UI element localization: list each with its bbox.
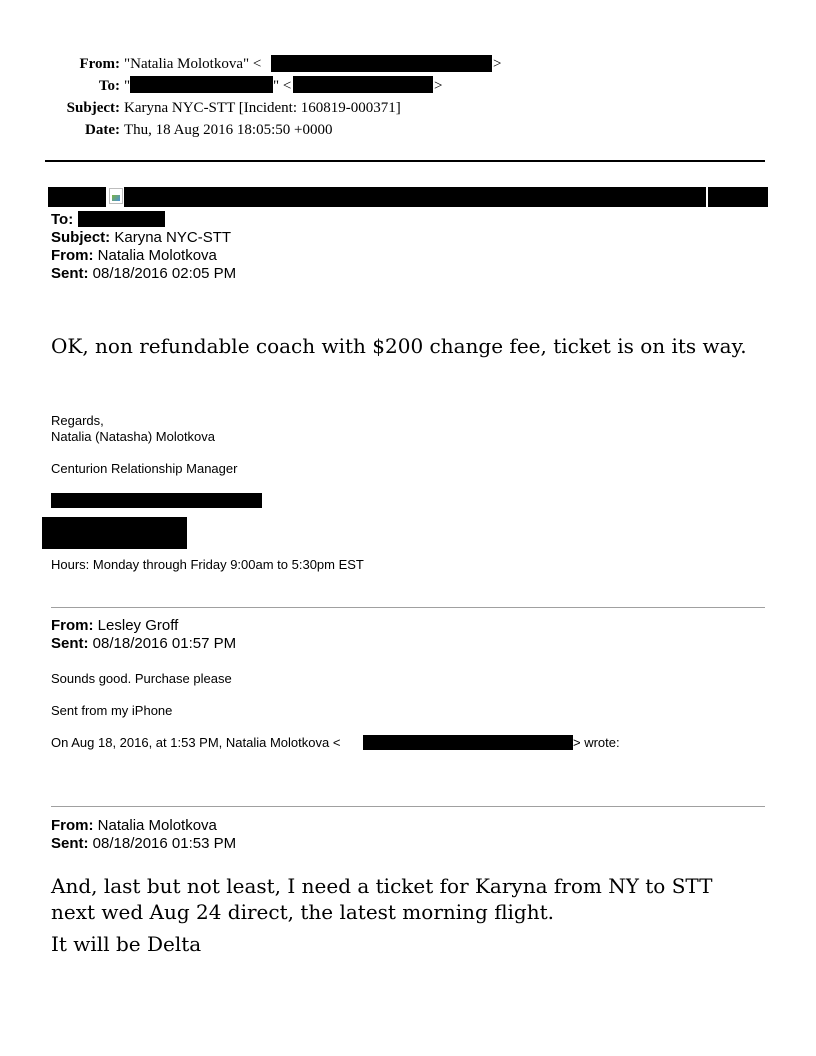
redaction-banner-right bbox=[708, 187, 768, 207]
message3-sent bbox=[51, 835, 236, 853]
message2-sent bbox=[51, 635, 236, 653]
message2-quote-prefix: On Aug 18, 2016, at 1:53 PM, Natalia Molotkova < bbox=[51, 735, 341, 750]
message3-body-line2: next wed Aug 24 direct, the latest morning flight. bbox=[51, 900, 555, 924]
message1-to-label: To: bbox=[51, 211, 74, 228]
message1-sent bbox=[51, 265, 236, 283]
redaction-to-email bbox=[293, 76, 433, 93]
header-date-value: Thu, 18 Aug 2016 18:05:50 +0000 bbox=[124, 122, 333, 138]
redaction-sig-line2 bbox=[42, 517, 187, 549]
message1-from-value: Natalia Molotkova bbox=[97, 247, 217, 264]
header-to-open: " bbox=[124, 78, 131, 94]
message1-body: OK, non refundable coach with $200 change fee, ticket is on its way. bbox=[51, 334, 747, 358]
header-from-label: From: bbox=[79, 56, 120, 72]
message-divider-2 bbox=[51, 806, 765, 807]
message1-subject-label: Subject: bbox=[51, 229, 111, 246]
message3-from bbox=[51, 817, 217, 835]
redaction-message1-to bbox=[78, 211, 165, 227]
header-to-label: To: bbox=[98, 78, 120, 94]
message1-from-label: From: bbox=[51, 247, 94, 264]
message1-sig-title: Centurion Relationship Manager bbox=[51, 461, 238, 476]
redaction-banner bbox=[124, 187, 706, 207]
message2-from-value: Lesley Groff bbox=[97, 617, 179, 634]
message2-signature: Sent from my iPhone bbox=[51, 703, 173, 718]
message2-quote-suffix: > wrote: bbox=[573, 735, 620, 750]
message1-hours: Hours: Monday through Friday 9:00am to 5:30pm EST bbox=[51, 557, 364, 572]
message-divider-1 bbox=[51, 607, 765, 608]
message1-subject-value: Karyna NYC-STT bbox=[114, 229, 232, 246]
message2-from-label: From: bbox=[51, 617, 94, 634]
header-date-label: Date: bbox=[85, 122, 120, 138]
message1-sig-name: Natalia (Natasha) Molotkova bbox=[51, 429, 216, 444]
message1-from bbox=[51, 247, 217, 265]
redaction-sig-line1 bbox=[51, 493, 262, 508]
message1-sent-label: Sent: bbox=[51, 265, 89, 282]
message3-sent-label: Sent: bbox=[51, 835, 89, 852]
message1-subject bbox=[51, 229, 231, 247]
message3-sent-value: 08/18/2016 01:53 PM bbox=[92, 835, 237, 852]
header-subject-label: Subject: bbox=[66, 100, 120, 116]
message2-sent-label: Sent: bbox=[51, 635, 89, 652]
message2-sent-value: 08/18/2016 01:57 PM bbox=[92, 635, 237, 652]
header-subject-value: Karyna NYC-STT [Incident: 160819-000371] bbox=[124, 100, 401, 116]
redaction-banner-left bbox=[48, 187, 106, 207]
message1-regards: Regards, bbox=[51, 413, 104, 428]
message2-from bbox=[51, 617, 178, 635]
header-from-end: > bbox=[493, 56, 502, 72]
message3-body-line1: And, last but not least, I need a ticket for Karyna from NY to STT bbox=[51, 874, 713, 898]
redaction-from-email bbox=[271, 55, 492, 72]
header-divider bbox=[45, 160, 765, 162]
header-from-value: "Natalia Molotkova" < bbox=[124, 56, 262, 72]
message1-to bbox=[51, 211, 73, 229]
redaction-to-name bbox=[130, 76, 273, 93]
broken-image-icon bbox=[109, 188, 123, 204]
message2-body: Sounds good. Purchase please bbox=[51, 671, 232, 686]
header-to-mid: " < bbox=[273, 78, 292, 94]
header-to-end: > bbox=[434, 78, 443, 94]
message3-body-line3: It will be Delta bbox=[51, 932, 202, 956]
message3-from-value: Natalia Molotkova bbox=[97, 817, 217, 834]
message3-from-label: From: bbox=[51, 817, 94, 834]
message1-sent-value: 08/18/2016 02:05 PM bbox=[92, 265, 237, 282]
redaction-quote-email bbox=[363, 735, 573, 750]
